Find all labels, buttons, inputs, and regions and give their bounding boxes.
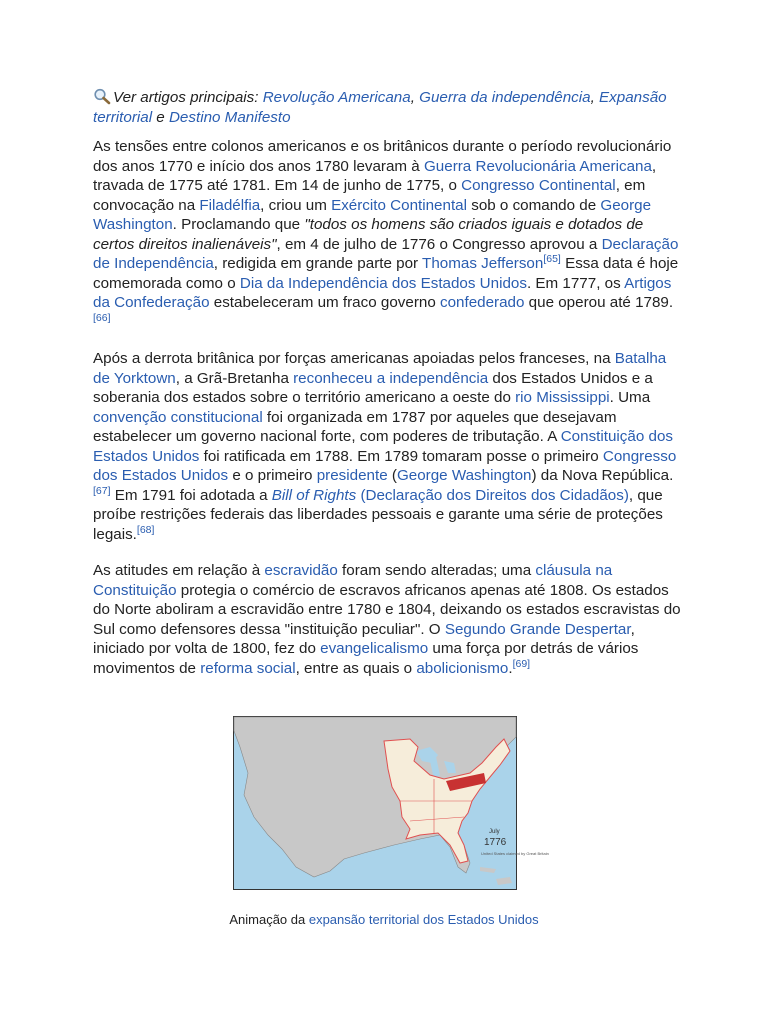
text: que operou até 1789. <box>524 294 674 311</box>
link-revolucao-americana[interactable]: Revolução Americana <box>262 89 411 106</box>
link-expansao-territorial[interactable]: Expansão territorial <box>93 89 667 126</box>
link-guerra-revolucionaria[interactable]: Guerra Revolucionária Americana <box>423 157 652 175</box>
text: , que proíbe restrições federais das liberdades pessoais e garante uma série de proteções legais. <box>93 486 663 543</box>
link-declaracao-direitos[interactable]: (Declaração dos Direitos dos Cidadãos) <box>360 486 629 504</box>
link-congresso-eua[interactable]: Congresso dos Estados Unidos <box>93 447 677 484</box>
link-clausula-constituicao[interactable]: cláusula na Constituição <box>93 562 613 599</box>
paragraph-2 <box>93 349 683 544</box>
hatnote-prefix: Ver artigos principais: <box>113 89 263 106</box>
link-artigos-confederacao[interactable]: Artigos da Confederação <box>93 274 672 311</box>
caption-prefix: Animação da <box>229 912 309 927</box>
link-reforma-social[interactable]: reforma social <box>200 659 296 677</box>
paragraph-3 <box>93 561 683 678</box>
text: , entre as quais o <box>295 659 417 677</box>
link-rio-mississippi[interactable]: rio Mississippi <box>515 389 610 406</box>
text: , iniciado por volta de 1800, fez do <box>93 620 635 657</box>
link-evangelicalismo[interactable]: evangelicalismo <box>320 640 429 657</box>
link-filadelfia[interactable]: Filadélfia <box>199 196 261 214</box>
hatnote <box>93 88 683 127</box>
text: ( <box>387 467 397 484</box>
link-george-washington[interactable]: George Washington <box>93 196 652 233</box>
caribbean-island <box>496 877 512 885</box>
hatnote-separator: , <box>590 89 595 106</box>
link-expansao-territorial-eua[interactable]: expansão territorial dos Estados Unidos <box>308 912 539 927</box>
hatnote-conjunction: e <box>152 108 169 126</box>
link-convencao-constitucional[interactable]: convenção constitucional <box>93 408 263 426</box>
link-bill-of-rights[interactable]: Bill of Rights <box>271 486 357 504</box>
text: , em 4 de julho de 1776 o Congresso aprovou a <box>276 235 602 253</box>
link-destino-manifesto[interactable]: Destino Manifesto <box>168 108 291 126</box>
text: As atitudes em relação à <box>93 562 265 579</box>
text: , criou um <box>260 196 332 214</box>
text: sob o comando de <box>467 196 601 214</box>
text: . Proclamando que <box>172 216 305 233</box>
paragraph-1 <box>93 137 683 332</box>
text: Após a derrota britânica por forças americanas apoiadas pelos franceses, na <box>93 350 615 367</box>
ref-66[interactable]: [66] <box>93 311 111 324</box>
ref-67[interactable]: [67] <box>93 484 111 497</box>
text: protegia o comércio de escravos africanos apenas até 1808. Os estados do Norte aboliram a escravidão entre 1780 e 1804, deixando os estados escravistas do Sul como defensores dessa "instituição peculiar". O <box>93 581 681 638</box>
caribbean-island <box>480 867 496 873</box>
text: dos Estados Unidos e a soberania dos estados sobre o território americano a oeste do <box>93 369 653 406</box>
hatnote-separator: , <box>410 89 420 106</box>
text: estabeleceram um fraco governo <box>209 294 440 311</box>
text: Essa data é hoje comemorada como o <box>93 255 679 292</box>
text: e o primeiro <box>228 467 317 484</box>
text: foi ratificada em 1788. Em 1789 tomaram posse o primeiro <box>199 447 603 465</box>
article-body <box>93 88 683 695</box>
text: . Uma <box>609 389 651 406</box>
map-caption <box>0 912 768 927</box>
link-reconheceu-independencia[interactable]: reconheceu a independência <box>293 369 489 387</box>
map-date-month: July <box>489 829 500 835</box>
text: As tensões entre colonos americanos e os britânicos durante o período revolucionário dos anos 1770 e início dos anos 1780 levaram à <box>93 138 672 175</box>
ref-68[interactable]: [68] <box>136 523 155 536</box>
link-exercito-continental[interactable]: Exército Continental <box>331 196 467 214</box>
ref-65[interactable]: [65] <box>543 252 561 265</box>
quote: "todos os homens são criados iguais e dotados de certos direitos inalienáveis" <box>93 216 644 253</box>
link-thomas-jefferson[interactable]: Thomas Jefferson <box>422 255 544 272</box>
text: foram sendo alteradas; uma <box>337 562 536 579</box>
link-guerra-independencia[interactable]: Guerra da independência <box>419 89 591 106</box>
text: uma força por detrás de vários movimentos de <box>93 640 639 677</box>
text: , travada de 1775 até 1781. Em 14 de junho de 1775, o <box>93 157 657 194</box>
link-constituicao[interactable]: Constituição dos Estados Unidos <box>93 428 674 465</box>
ref-69[interactable]: [69] <box>512 657 531 670</box>
text: foi organizada em 1787 por aqueles que desejavam estabelecer um governo nacional forte, com poderes de tributação. A <box>93 408 617 445</box>
link-declaracao-independencia[interactable]: Declaração de Independência <box>93 235 679 272</box>
map-date-year: 1776 <box>484 837 507 848</box>
link-segundo-grande-despertar[interactable]: Segundo Grande Despertar <box>444 620 631 638</box>
link-batalha-yorktown[interactable]: Batalha de Yorktown <box>93 350 667 387</box>
text: . Em 1777, os <box>526 274 625 292</box>
link-dia-independencia[interactable]: Dia da Independência dos Estados Unidos <box>239 274 527 292</box>
text: , a Grã-Bretanha <box>175 369 294 387</box>
map-svg <box>234 717 549 889</box>
link-confederado[interactable]: confederado <box>440 294 525 311</box>
text: , redigida em grande parte por <box>213 255 423 272</box>
territorial-expansion-map[interactable] <box>233 716 549 890</box>
text: , em convocação na <box>93 177 646 214</box>
link-congresso-continental[interactable]: Congresso Continental <box>461 177 616 194</box>
map-legend: United States claimed by Great Britain <box>481 851 549 856</box>
magnifier-icon <box>93 88 111 104</box>
link-escravidao[interactable]: escravidão <box>264 562 338 579</box>
link-abolicionismo[interactable]: abolicionismo <box>416 659 509 677</box>
link-presidente[interactable]: presidente <box>316 467 388 484</box>
text: Em 1791 foi adotada a <box>110 486 272 504</box>
link-george-washington-2[interactable]: George Washington <box>396 467 532 484</box>
text: ) da Nova República. <box>531 467 674 484</box>
text: . <box>508 659 513 677</box>
